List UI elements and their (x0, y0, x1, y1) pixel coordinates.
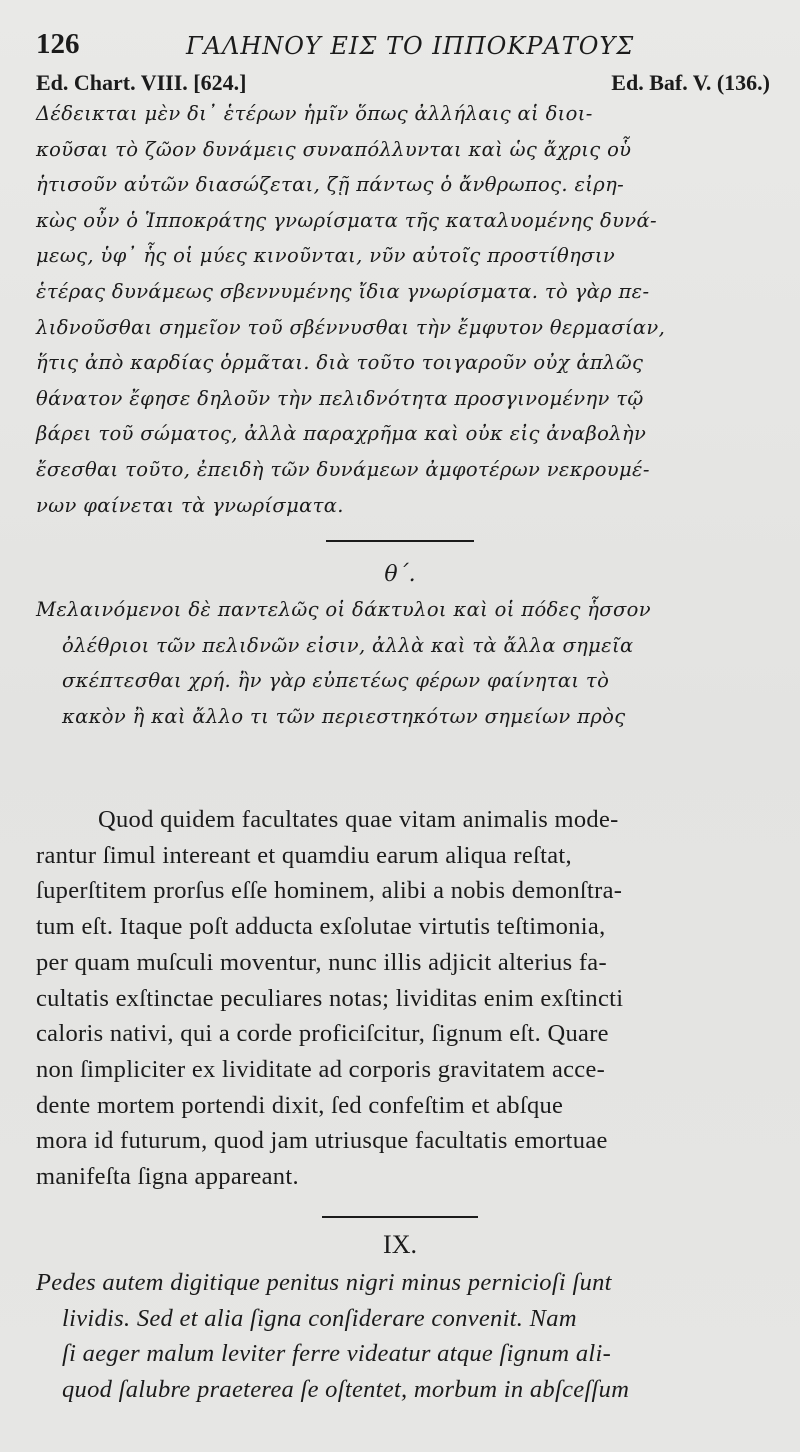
page-number: 126 (36, 28, 80, 60)
greek-aphorism-paragraph (36, 592, 766, 734)
section-divider (322, 1216, 478, 1218)
text-line: manifeſta ſigna appareant. (36, 1163, 299, 1191)
text-line: non ſimpliciter ex lividitate ad corporis gravitatem acce- (36, 1055, 606, 1083)
text-line: σκέπτεσθαι χρή. ἢν γὰρ εὐπετέως φέρων φαίνηται τὸ (62, 669, 610, 693)
latin-section-number: IX. (383, 1230, 417, 1259)
text-line: ſi aeger malum leviter ferre videatur atque ſignum ali- (62, 1340, 612, 1368)
text-line: per quam muſculi moventur, nunc illis adjicit alterius fa- (36, 948, 607, 976)
text-line: κὼς οὖν ὁ Ἱπποκράτης γνωρίσματα τῆς καταλυομένης δυνά- (36, 208, 657, 232)
text-line: Pedes autem digitique penitus nigri minus pernicioſi ſunt (36, 1269, 612, 1296)
greek-section-number: θ΄. (384, 562, 416, 587)
text-line: βάρει τοῦ σώματος, ἀλλὰ παραχρῆμα καὶ οὐκ εἰς ἀναβολὴν (36, 422, 647, 446)
section-divider (326, 540, 474, 542)
edition-chartier-ref: Ed. Chart. VIII. [624.] (36, 70, 247, 95)
latin-aphorism-paragraph (36, 1265, 766, 1408)
greek-commentary-paragraph (36, 96, 766, 523)
text-line: μεως, ὑφ᾽ ἧς οἱ μύες κινοῦνται, νῦν αὐτοῖς προστίθησιν (36, 244, 616, 268)
latin-commentary-paragraph (36, 802, 766, 1195)
text-line: quod ſalubre praeterea ſe oſtentet, morbum in abſceſſum (62, 1376, 630, 1404)
text-line: caloris nativi, qui a corde proficiſcitur, ſignum eſt. Quare (36, 1020, 609, 1048)
running-head: ΓΑΛΗΝΟΥ ΕΙΣ ΤΟ ΙΠΠΟΚΡΑΤΟΥΣ (186, 32, 635, 60)
text-line: ἔσεσθαι τοῦτο, ἐπειδὴ τῶν δυνάμεων ἀμφοτέρων νεκρουμέ- (36, 457, 650, 481)
text-line: tum eſt. Itaque poſt adducta exſolutae virtutis teſtimonia, (36, 913, 606, 941)
text-line: Δέδεικται μὲν δι᾽ ἑτέρων ἡμῖν ὅπως ἀλλήλαις αἱ διοι- (36, 102, 593, 125)
text-line: λιδνοῦσθαι σημεῖον τοῦ σβέννυσθαι τὴν ἔμφυτον θερμασίαν, (36, 315, 666, 339)
text-line: ſuperſtitem prorſus eſſe hominem, alibi a nobis demonſtra- (36, 877, 623, 905)
text-line: ὀλέθριοι τῶν πελιδνῶν εἰσιν, ἀλλὰ καὶ τὰ ἄλλα σημεῖα (62, 633, 634, 657)
text-line: θάνατον ἔφησε δηλοῦν τὴν πελιδνότητα προσγινομένην τῷ (36, 386, 644, 410)
text-line: ἡτισοῦν αὐτῶν διασώζεται, ζῇ πάντως ὁ ἄνθρωπος. εἰρη- (36, 173, 625, 197)
text-line: κακὸν ἢ καὶ ἄλλο τι τῶν περιεστηκότων σημείων πρὸς (62, 704, 626, 728)
text-line: κοῦσαι τὸ ζῶον δυνάμεις συναπόλλυνται καὶ ὡς ἄχρις οὗ (36, 137, 632, 161)
text-line: Μελαινόμενοι δὲ παντελῶς οἱ δάκτυλοι καὶ οἱ πόδες ἧσσον (36, 598, 651, 621)
text-line: ἑτέρας δυνάμεως σβεννυμένης ἴδια γνωρίσματα. τὸ γὰρ πε- (36, 279, 650, 303)
text-line: mora id futurum, quod jam utriusque facultatis emortuae (36, 1127, 608, 1155)
text-line: Quod quidem facultates quae vitam animalis mode- (98, 806, 619, 833)
page-header (36, 28, 780, 68)
text-line: cultatis exſtinctae peculiares notas; lividitas enim exſtincti (36, 984, 624, 1012)
text-line: rantur ſimul intereant et quamdiu earum aliqua reſtat, (36, 841, 572, 869)
text-line: ἥτις ἀπὸ καρδίας ὁρμᾶται. διὰ τοῦτο τοιγαροῦν οὐχ ἁπλῶς (36, 351, 644, 375)
text-line: dente mortem portendi dixit, ſed confeſtim et abſque (36, 1091, 564, 1119)
edition-basel-ref: Ed. Baf. V. (136.) (611, 70, 770, 95)
text-line: lividis. Sed et alia ſigna conſiderare convenit. Nam (62, 1304, 577, 1332)
text-line: νων φαίνεται τὰ γνωρίσματα. (36, 493, 344, 517)
